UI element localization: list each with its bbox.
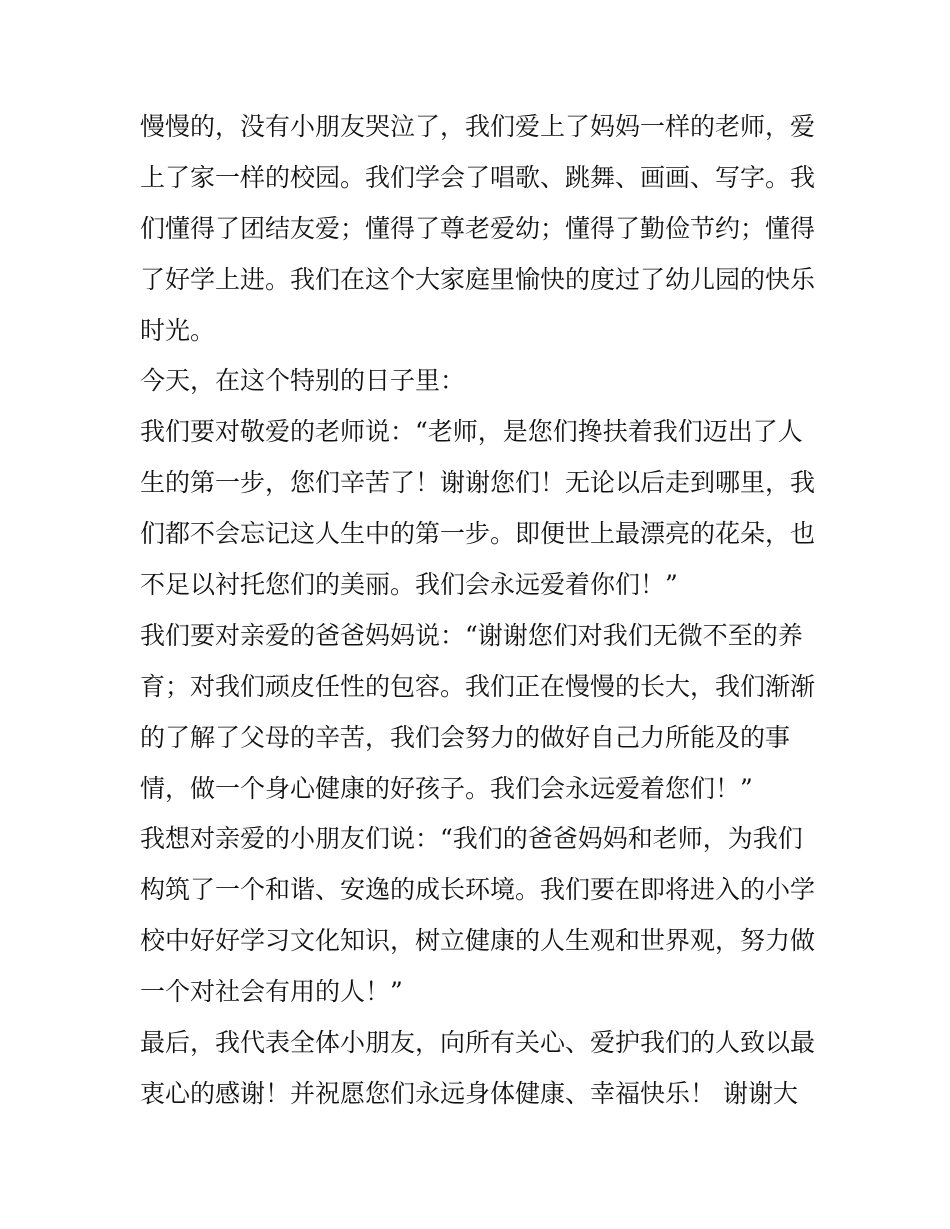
text-line: 我想对亲爱的小朋友们说：“我们的爸爸妈妈和老师，为我们 [140,824,803,854]
text-line: 时光。 [140,315,216,345]
text-line: 的了解了父母的辛苦，我们会努力的做好自己力所能及的事 [140,722,791,752]
text-line: 情，做一个身心健康的好孩子。我们会永远爱着您们！” [140,773,753,803]
text-line: 校中好好学习文化知识，树立健康的人生观和世界观，努力做 [140,926,816,956]
text-line: 们懂得了团结友爱；懂得了尊老爱幼；懂得了勤俭节约；懂得 [140,213,816,243]
text-line: 最后，我代表全体小朋友，向所有关心、爱护我们的人致以最 [140,1028,816,1058]
text-line: 衷心的感谢！并祝愿您们永远身体健康、幸福快乐！ 谢谢大 [140,1078,798,1108]
text-line: 慢慢的，没有小朋友哭泣了，我们爱上了妈妈一样的老师，爱 [140,112,816,141]
text-line: 今天，在这个特别的日子里： [140,366,466,396]
text-line: 我们要对亲爱的爸爸妈妈说：“谢谢您们对我们无微不至的养 [140,620,803,650]
text-line: 一个对社会有用的人！” [140,977,403,1007]
text-line: 们都不会忘记这人生中的第一步。即便世上最漂亮的花朵，也 [140,519,816,549]
text-line: 了好学上进。我们在这个大家庭里愉快的度过了幼儿园的快乐 [140,264,816,294]
text-line: 育；对我们顽皮任性的包容。我们正在慢慢的长大，我们渐渐 [140,671,816,701]
text-line: 生的第一步，您们辛苦了！谢谢您们！无论以后走到哪里，我 [140,468,816,498]
text-line: 不足以衬托您们的美丽。我们会永远爱着你们！” [140,570,678,600]
text-line: 构筑了一个和谐、安逸的成长环境。我们要在即将进入的小学 [140,875,816,905]
text-line: 上了家一样的校园。我们学会了唱歌、跳舞、画画、写字。我 [140,162,816,192]
text-line: 我们要对敬爱的老师说：“老师，是您们搀扶着我们迈出了人 [140,417,803,447]
body-text [140,102,820,1120]
